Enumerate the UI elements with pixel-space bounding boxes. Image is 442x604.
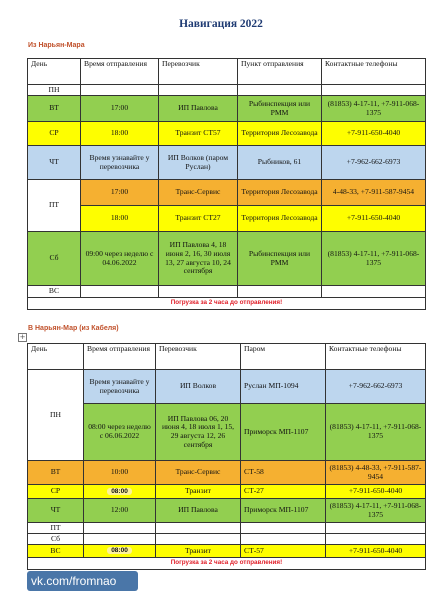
phones-cell: 4-48-33, +7-911-587-9454 (322, 180, 426, 206)
day-cell: ЧТ (28, 499, 84, 523)
table-row (28, 85, 426, 96)
time-cell: 17:00 (81, 180, 159, 206)
day-cell: Сб (28, 534, 84, 545)
table-row (28, 286, 426, 298)
phones-cell (322, 85, 426, 96)
vk-watermark[interactable]: vk.com/fromnao (27, 571, 138, 591)
table-row (28, 146, 426, 180)
loading-note: Погрузка за 2 часа до отправления! (28, 558, 426, 570)
table-row (28, 523, 426, 534)
ferry-cell: СТ-27 (241, 485, 326, 499)
section2-heading: В Нарьян-Мар (из Кабеля) (28, 325, 119, 332)
phones-cell: +7-911-650-4040 (326, 545, 426, 558)
page-title: Навигация 2022 (179, 18, 263, 30)
schedule-table-to (27, 343, 426, 570)
carrier-cell: ИП Волков (156, 370, 241, 404)
carrier-cell (156, 523, 241, 534)
header-phones: Контактные телефоны (326, 344, 426, 370)
loading-note: Погрузка за 2 часа до отправления! (28, 298, 426, 310)
phones-cell: +7-962-662-6973 (322, 146, 426, 180)
carrier-cell (159, 286, 238, 298)
day-cell: ЧТ (28, 146, 81, 180)
header-ferry: Паром (241, 344, 326, 370)
table-row (28, 232, 426, 286)
phones-cell: +7-911-650-4040 (322, 122, 426, 146)
point-cell: Территория Лесозавода (238, 180, 322, 206)
header-time: Время отправления (81, 59, 159, 85)
carrier-cell: ИП Павлова 4, 18 июня 2, 16, 30 июля 13, 27 августа 10, 24 сентября (159, 232, 238, 286)
day-cell: Сб (28, 232, 81, 286)
point-cell: Территория Лесозавода (238, 206, 322, 232)
carrier-cell: Транс-Сервис (159, 180, 238, 206)
table-row (28, 461, 426, 485)
carrier-cell: ИП Павлова 06, 20 июня 4, 18 июля 1, 15, 29 августа 12, 26 сентября (156, 404, 241, 461)
day-cell: СР (28, 122, 81, 146)
ferry-cell: СТ-58 (241, 461, 326, 485)
note-row (28, 298, 426, 310)
header-carrier: Перевозчик (159, 59, 238, 85)
header-day: День (28, 344, 84, 370)
time-cell (84, 523, 156, 534)
header-day: День (28, 59, 81, 85)
carrier-cell: Транс-Сервис (156, 461, 241, 485)
time-cell: 18:00 (81, 206, 159, 232)
day-cell: ПН (28, 370, 84, 461)
table-row (28, 545, 426, 558)
header-phones: Контактные телефоны (322, 59, 426, 85)
phones-cell: +7-911-650-4040 (326, 485, 426, 499)
ferry-cell: Приморск МП-1107 (241, 404, 326, 461)
phones-cell: (81853) 4-17-11, +7-911-068-1375 (322, 232, 426, 286)
phones-cell: (81853) 4-17-11, +7-911-068-1375 (322, 96, 426, 122)
phones-cell: (81853) 4-48-33, +7-911-587-9454 (326, 461, 426, 485)
time-cell: 08:00 через неделю с 06.06.2022 (84, 404, 156, 461)
carrier-cell: Транзит СТ27 (159, 206, 238, 232)
time-cell: Время узнавайте у перевозчика (81, 146, 159, 180)
point-cell: Рыбинспекция или РММ (238, 232, 322, 286)
section1-heading: Из Нарьян-Мара (28, 42, 85, 49)
point-cell (238, 286, 322, 298)
point-cell: Территория Лесозавода (238, 122, 322, 146)
carrier-cell (159, 85, 238, 96)
day-cell: ВТ (28, 461, 84, 485)
time-cell: 12:00 (84, 499, 156, 523)
time-cell: 18:00 (81, 122, 159, 146)
header-carrier: Перевозчик (156, 344, 241, 370)
table-move-handle-icon[interactable]: + (19, 333, 26, 341)
point-cell: Рыбинспекция или РММ (238, 96, 322, 122)
ferry-cell (241, 523, 326, 534)
carrier-cell (156, 534, 241, 545)
day-cell: ПТ (28, 180, 81, 232)
time-cell (81, 85, 159, 96)
table-header-row (28, 59, 426, 85)
table-header-row (28, 344, 426, 370)
ferry-cell: СТ-57 (241, 545, 326, 558)
phones-cell: (81853) 4-17-11, +7-911-068-1375 (326, 499, 426, 523)
table-row (28, 499, 426, 523)
ferry-cell (241, 534, 326, 545)
table-row (28, 404, 426, 461)
day-cell: СР (28, 485, 84, 499)
phones-cell (326, 534, 426, 545)
day-cell: ВС (28, 545, 84, 558)
carrier-cell: ИП Павлова (156, 499, 241, 523)
point-cell (238, 85, 322, 96)
table-row (28, 180, 426, 206)
phones-cell: +7-962-662-6973 (326, 370, 426, 404)
phones-cell: (81853) 4-17-11, +7-911-068-1375 (326, 404, 426, 461)
time-cell (81, 286, 159, 298)
table-row (28, 96, 426, 122)
table-row (28, 370, 426, 404)
time-cell: 10:00 (84, 461, 156, 485)
time-cell (84, 534, 156, 545)
phones-cell (326, 523, 426, 534)
time-cell: 09:00 через неделю с 04.06.2022 (81, 232, 159, 286)
schedule-table-from (27, 58, 426, 310)
day-cell: ВС (28, 286, 81, 298)
carrier-cell: Транзит (156, 485, 241, 499)
phones-cell: +7-911-650-4040 (322, 206, 426, 232)
phones-cell (322, 286, 426, 298)
time-highlight: 08:00 (107, 488, 132, 495)
time-highlight: 08:00 (107, 547, 132, 554)
carrier-cell: Транзит СТ57 (159, 122, 238, 146)
time-cell: Время узнавайте у перевозчика (84, 370, 156, 404)
time-cell: 17:00 (81, 96, 159, 122)
time-cell (84, 485, 156, 499)
time-cell (84, 545, 156, 558)
table-row (28, 122, 426, 146)
table-row (28, 485, 426, 499)
carrier-cell: ИП Волков (паром Руслан) (159, 146, 238, 180)
ferry-cell: Приморск МП-1107 (241, 499, 326, 523)
note-row (28, 558, 426, 570)
day-cell: ПН (28, 85, 81, 96)
point-cell: Рыбников, 61 (238, 146, 322, 180)
table-row (28, 534, 426, 545)
carrier-cell: ИП Павлова (159, 96, 238, 122)
carrier-cell: Транзит (156, 545, 241, 558)
ferry-cell: Руслан МП-1094 (241, 370, 326, 404)
day-cell: ПТ (28, 523, 84, 534)
table-row (28, 206, 426, 232)
header-point: Пункт отправления (238, 59, 322, 85)
day-cell: ВТ (28, 96, 81, 122)
header-time: Время отправления (84, 344, 156, 370)
